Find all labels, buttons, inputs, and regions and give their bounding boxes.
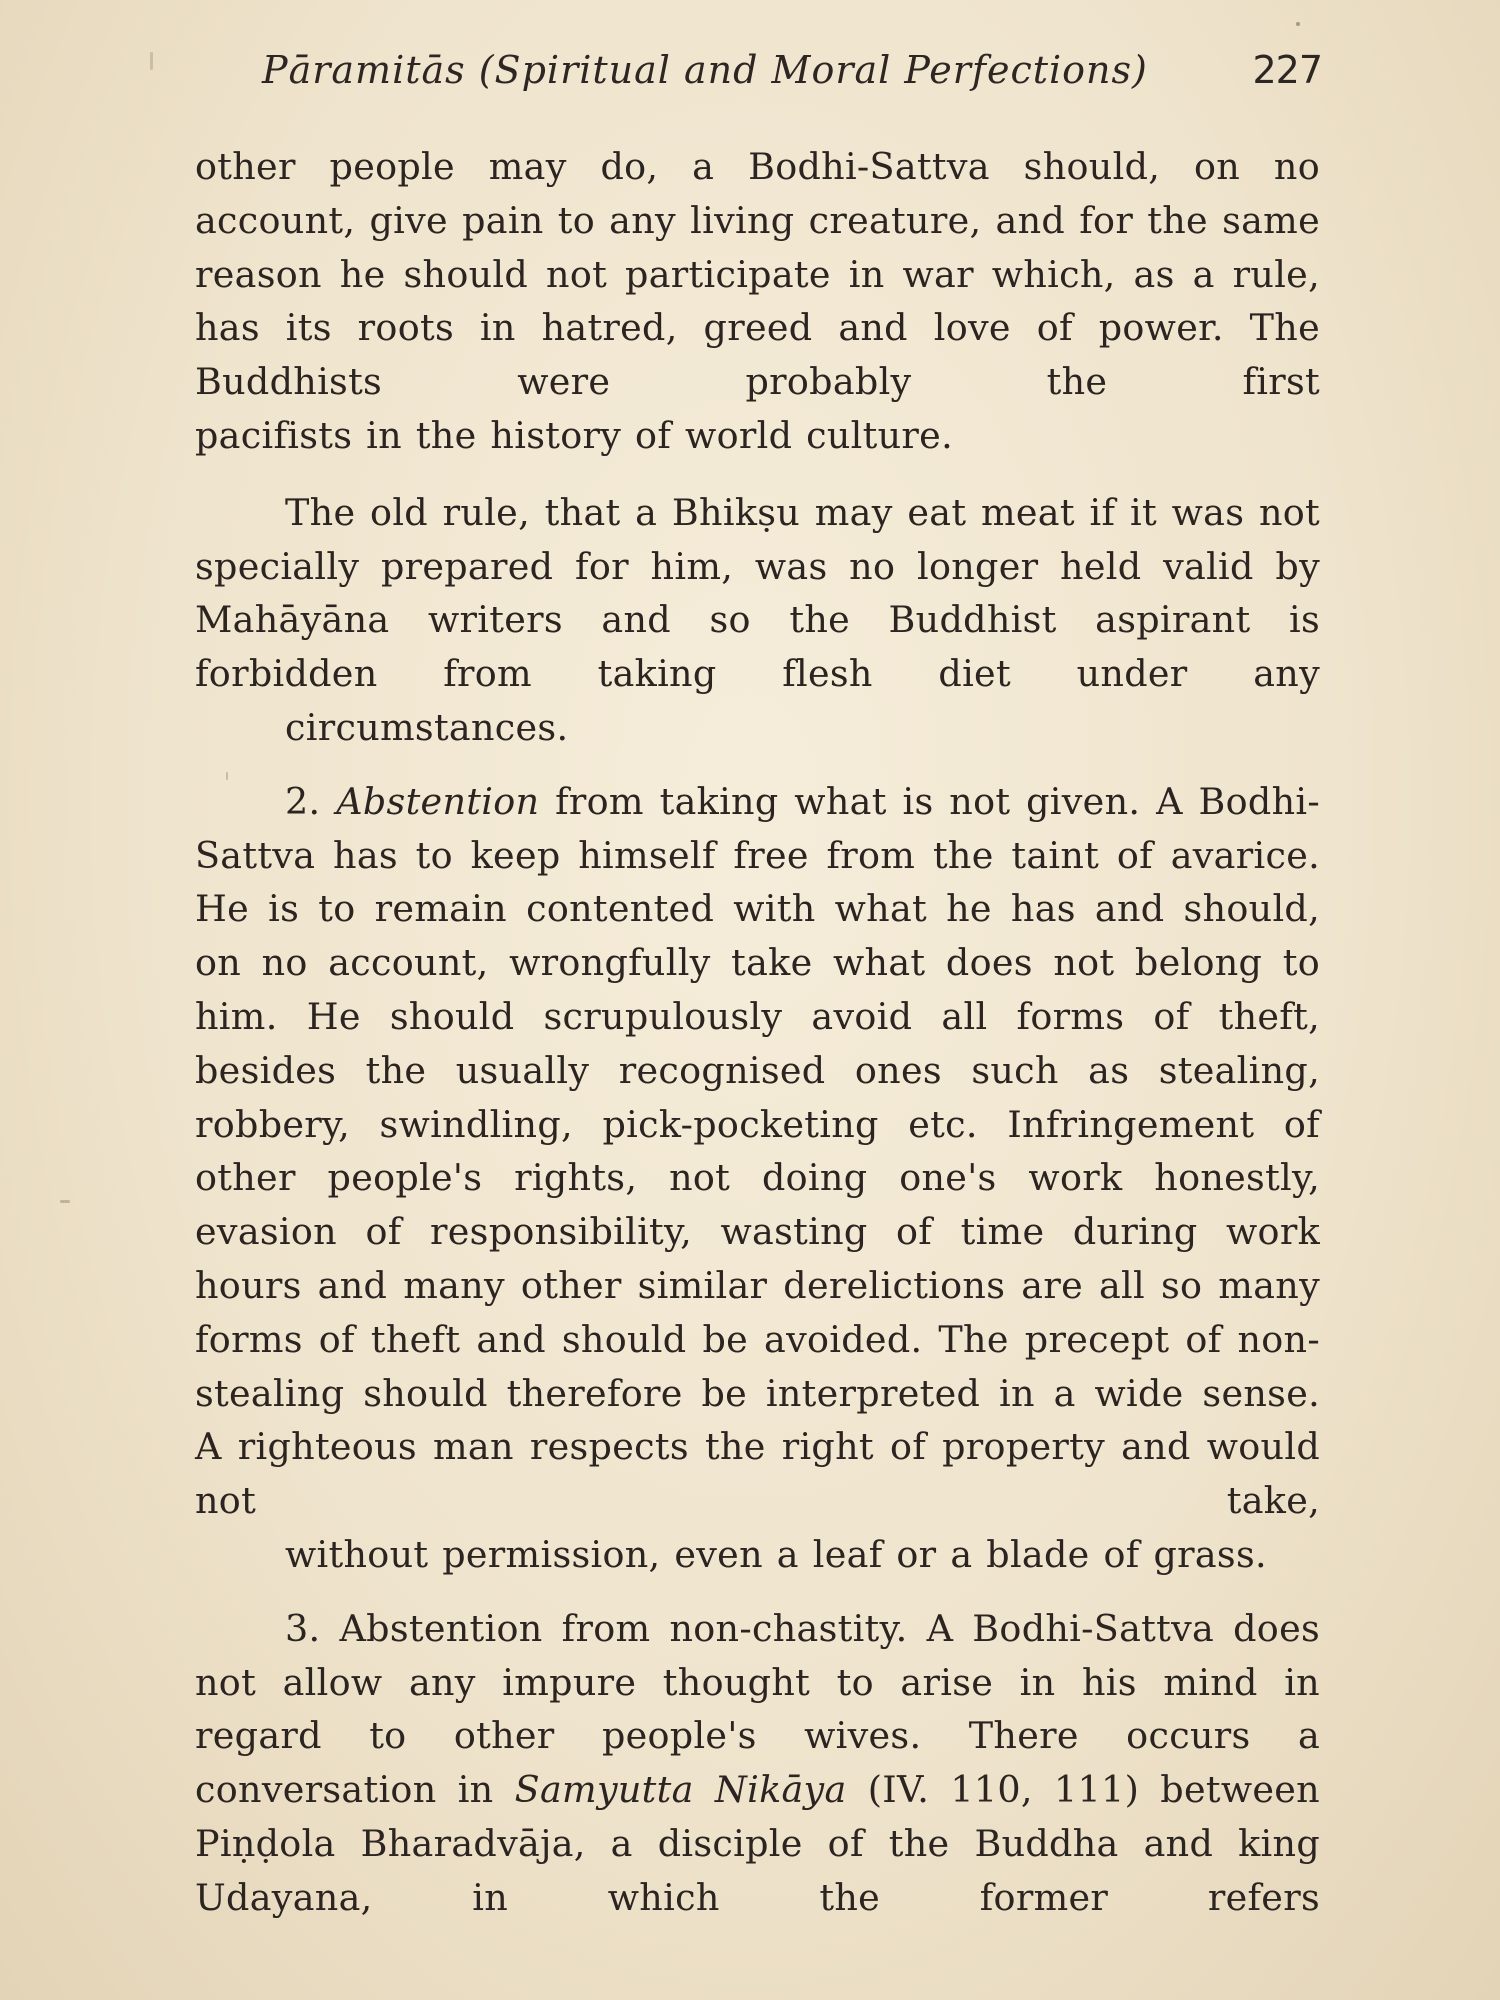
paragraph-last-line: circumstances. <box>285 705 569 749</box>
running-head <box>262 42 1322 98</box>
paragraph-text-before: Abstention from non-chastity. A Bodhi-Sattva does not allow any impure thought to arise in his mind in regard to other people's wives. There occurs a conversation in <box>195 1606 1320 1812</box>
ink-speck <box>150 52 153 70</box>
paragraph-last-line: without permission, even a leaf or a blade of grass. <box>285 1532 1267 1576</box>
paragraph-emphasis: Samyutta Nikāya <box>514 1768 847 1812</box>
paragraph-non-violence-continued <box>195 140 1320 463</box>
body-text <box>195 140 1320 1925</box>
paragraph-text: from taking what is not given. A Bodhi-Sattva has to keep himself free from the taint of avarice. He is to remain contented with what he has and should, on no account, wrongfully take what does not belong to him. He should scrupulously avoid all forms of theft, besides the usually recognised ones such as stealing, robbery, swindling, pick-pocketing etc. Infringement of other people's rights, not doing one's work honestly, evasion of responsibility, wasting of time during work hours and many other similar derelictions are all so many forms of theft and should be avoided. The precept of non-stealing should therefore be interpreted in a wide sense. A righteous man respects the right of property and would not take, <box>195 779 1320 1523</box>
paragraph-last-line: pacifists in the history of world culture. <box>195 413 953 457</box>
paragraph-emphasis: Abstention <box>336 779 540 823</box>
paragraph-number: 3. <box>285 1606 321 1650</box>
paragraph-non-chastity <box>195 1602 1320 1925</box>
page-number: 227 <box>1252 48 1322 92</box>
running-head-title: Pāramitās (Spiritual and Moral Perfections) <box>262 48 1148 92</box>
ink-speck <box>60 1200 70 1203</box>
paragraph-meat-rule <box>195 486 1320 755</box>
paragraph-number: 2. <box>285 779 321 823</box>
paragraph-text: The old rule, that a Bhikṣu may eat meat if it was not specially prepared for him, was no longer held valid by Mahāyāna writers and so the Buddhist aspirant is forbidden from taking flesh diet under any <box>195 490 1320 696</box>
paragraph-text: other people may do, a Bodhi-Sattva should, on no account, give pain to any living creature, and for the same reason he should not participate in war which, as a rule, has its roots in hatred, greed and love of power. The Buddhists were probably the first <box>195 145 1320 404</box>
ink-speck <box>226 772 228 780</box>
paragraph-non-stealing <box>195 775 1320 1582</box>
ink-speck <box>1296 22 1300 26</box>
paragraph-text-after: (IV. 110, 111) between Piṇḍola Bharadvāja, a disciple of the Buddha and king Udayana, in which the former refers <box>195 1768 1320 1919</box>
